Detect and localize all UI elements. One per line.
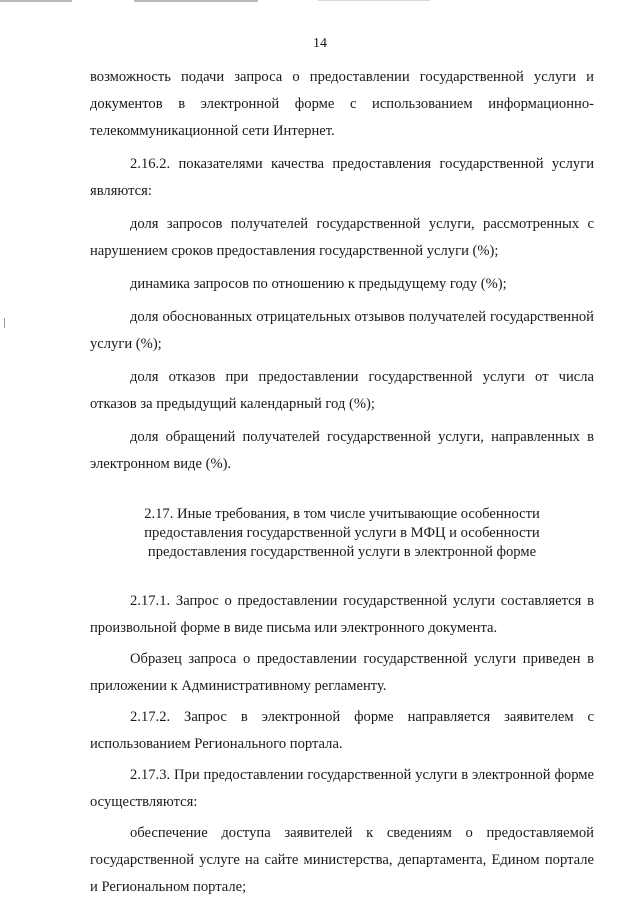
paragraph: Образец запроса о предоставлении государственной услуги приведен в приложении к Административному регламенту. [90,651,594,694]
paragraph: обеспечение доступа заявителей к сведениям о предоставляемой государственной услуге на сайте министерства, департамента, Едином портале и Региональном портале; [90,825,594,895]
paragraph: доля обращений получателей государственной услуги, направленных в электронном виде (%). [90,429,594,472]
paragraph: динамика запросов по отношению к предыдущему году (%); [130,276,507,292]
scan-artifact-line [0,0,72,2]
scan-artifact-line [318,0,430,1]
paragraph: доля запросов получателей государственной услуги, рассмотренных с нарушением сроков предоставления государственной услуги (%); [90,216,594,259]
paragraph: 2.17.3. При предоставлении государственной услуги в электронной форме осуществляются: [90,767,594,810]
section-heading-line: предоставления государственной услуги в электронной форме [147,544,537,560]
page-number: 14 [313,36,327,51]
section-heading-line: предоставления государственной услуги в МФЦ и особенности [144,525,540,541]
paragraph: 2.16.2. показателями качества предоставления государственной услуги являются: [90,156,594,199]
section-heading [90,505,594,562]
scan-artifact-line [134,0,258,2]
paragraph: 2.17.1. Запрос о предоставлении государственной услуги составляется в произвольной форме в виде письма или электронного документа. [90,593,594,636]
scan-edge-mark [4,318,5,328]
section-heading-line: 2.17. Иные требования, в том числе учитывающие особенности [144,506,540,522]
paragraph: доля отказов при предоставлении государственной услуги от числа отказов за предыдущий календарный год (%); [90,369,594,412]
paragraph: 2.17.2. Запрос в электронной форме направляется заявителем с использованием Регионального портала. [90,709,594,752]
paragraph: возможность подачи запроса о предоставлении государственной услуги и документов в электронной форме с использованием информационно-телекоммуникационной сети Интернет. [90,69,594,139]
paragraph: доля обоснованных отрицательных отзывов получателей государственной услуги (%); [90,309,594,352]
document-body [90,64,594,901]
